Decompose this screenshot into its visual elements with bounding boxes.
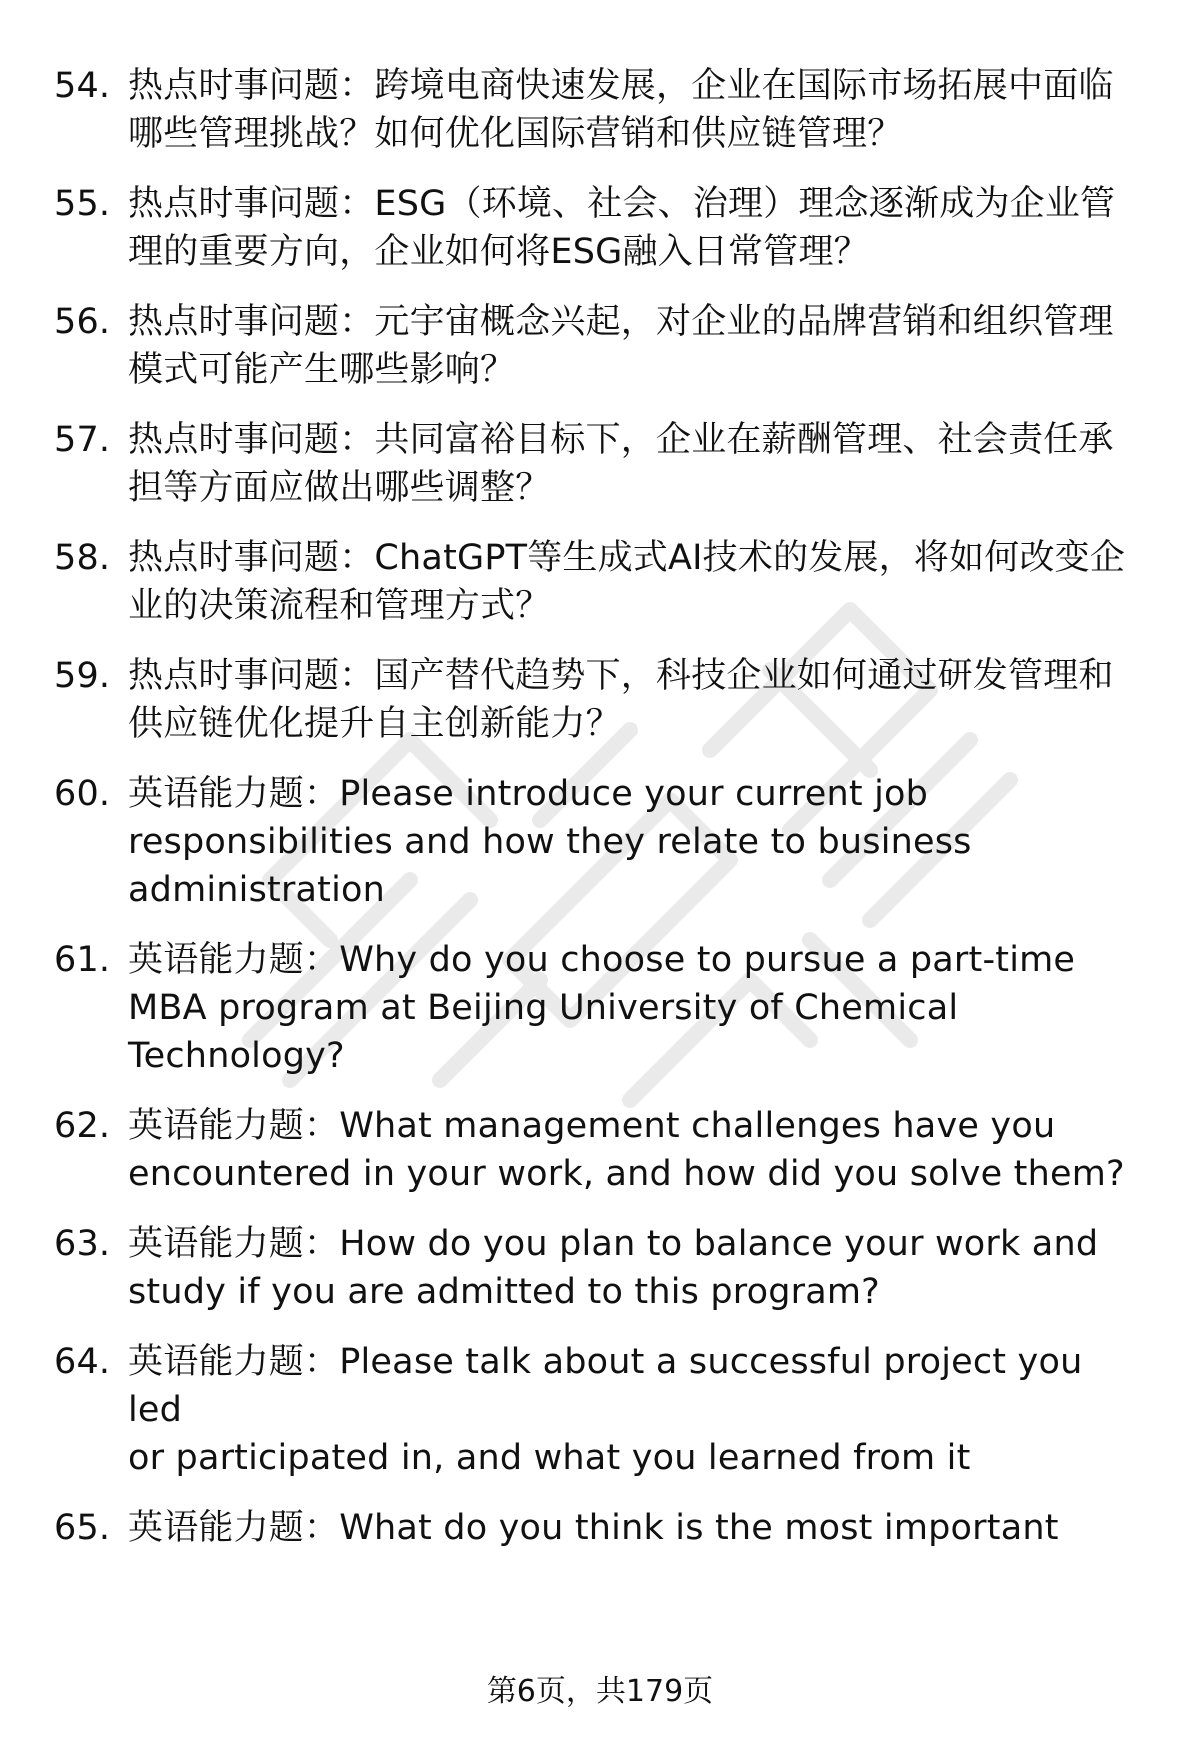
item-body: Please talk about a successful project you led or participated in, and what you learned from it (128, 1342, 1083, 1478)
list-item (0, 1338, 1200, 1482)
item-text (128, 770, 1140, 914)
list-item (0, 180, 1200, 276)
item-text (128, 298, 1140, 394)
item-text (128, 416, 1140, 512)
list-item (0, 298, 1200, 394)
item-body: 跨境电商快速发展，企业在国际市场拓展中面临 哪些管理挑战？如何优化国际营销和供应链管理？ (128, 66, 1114, 154)
item-number: 55. (54, 184, 111, 224)
item-label: 热点时事问题： (128, 420, 375, 460)
item-body: What management challenges have you encountered in your work, and how did you solve them? (128, 1106, 1125, 1194)
item-label: 热点时事问题： (128, 302, 375, 342)
list-item (0, 770, 1200, 914)
item-text (128, 180, 1140, 276)
item-label: 英语能力题： (128, 1342, 340, 1382)
item-label: 英语能力题： (128, 940, 340, 980)
item-body: 共同富裕目标下，企业在薪酬管理、社会责任承 担等方面应做出哪些调整？ (128, 420, 1114, 508)
item-number: 64. (54, 1342, 111, 1382)
list-item (0, 62, 1200, 158)
item-label: 英语能力题： (128, 1224, 340, 1264)
list-item (0, 1102, 1200, 1198)
item-body: ChatGPT等生成式AI技术的发展，将如何改变企 业的决策流程和管理方式？ (128, 538, 1126, 626)
item-label: 热点时事问题： (128, 656, 375, 696)
item-label: 英语能力题： (128, 774, 340, 814)
list-item (0, 1504, 1200, 1552)
item-text (128, 1338, 1140, 1482)
item-label: 英语能力题： (128, 1106, 340, 1146)
item-number: 61. (54, 940, 111, 980)
list-item (0, 1220, 1200, 1316)
item-body: Why do you choose to pursue a part-time MBA program at Beijing University of Chemical Technology? (128, 940, 1076, 1076)
item-text (128, 652, 1140, 748)
item-text (128, 1102, 1140, 1198)
question-list (0, 62, 1200, 1552)
item-body: What do you think is the most important (339, 1508, 1059, 1548)
item-number: 62. (54, 1106, 111, 1146)
list-item (0, 416, 1200, 512)
item-text (128, 62, 1140, 158)
item-label: 热点时事问题： (128, 66, 375, 106)
item-body: How do you plan to balance your work and study if you are admitted to this program? (128, 1224, 1099, 1312)
item-number: 58. (54, 538, 111, 578)
item-number: 65. (54, 1508, 111, 1548)
list-item (0, 652, 1200, 748)
item-label: 热点时事问题： (128, 184, 375, 224)
item-text (128, 1504, 1140, 1552)
list-item (0, 936, 1200, 1080)
item-body: Please introduce your current job responsibilities and how they relate to business administration (128, 774, 972, 910)
item-body: 国产替代趋势下，科技企业如何通过研发管理和 供应链优化提升自主创新能力？ (128, 656, 1114, 744)
page-number: 第6页，共179页 (486, 1674, 714, 1709)
item-number: 57. (54, 420, 111, 460)
item-number: 59. (54, 656, 111, 696)
item-label: 热点时事问题： (128, 538, 375, 578)
list-item (0, 534, 1200, 630)
item-number: 63. (54, 1224, 111, 1264)
item-number: 60. (54, 774, 111, 814)
item-number: 54. (54, 66, 111, 106)
item-body: ESG（环境、社会、治理）理念逐渐成为企业管 理的重要方向，企业如何将ESG融入日常管理？ (128, 184, 1116, 272)
item-body: 元宇宙概念兴起，对企业的品牌营销和组织管理 模式可能产生哪些影响？ (128, 302, 1114, 390)
item-text (128, 1220, 1140, 1316)
item-number: 56. (54, 302, 111, 342)
item-text (128, 936, 1140, 1080)
item-text (128, 534, 1140, 630)
item-label: 英语能力题： (128, 1508, 340, 1548)
